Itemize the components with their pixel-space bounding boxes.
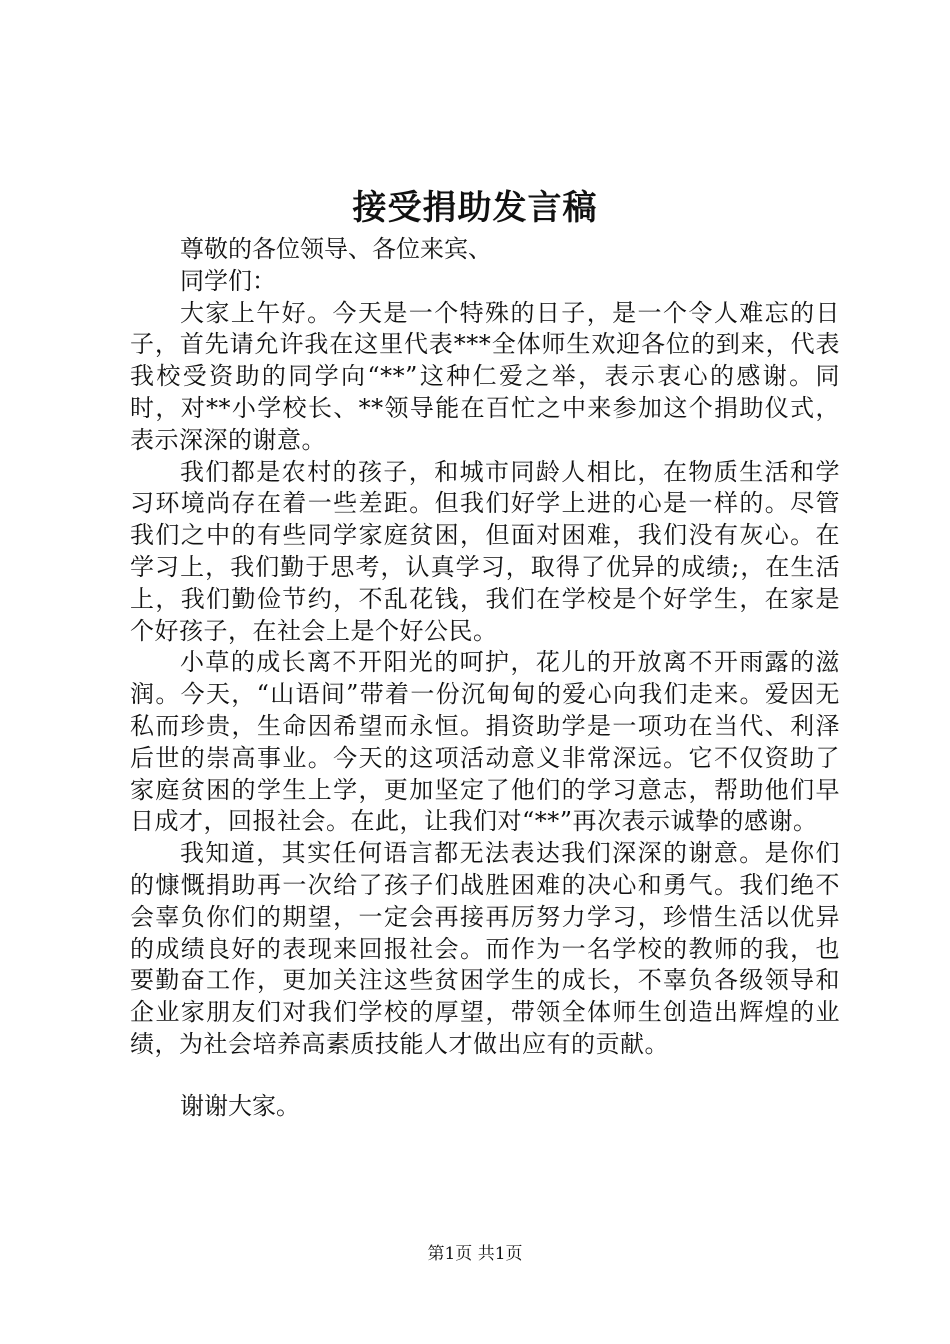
page-footer: 第1页 共1页: [427, 1244, 523, 1264]
paragraph-3: 小草的成长离不开阳光的呵护，花儿的开放离不开雨露的滋润。今天，“山语间”带着一份沉甸甸的爱心向我们走来。爱因无私而珍贵，生命因希望而永恒。捐资助学是一项功在当代、利泽后世的崇高事业。今天的这项活动意义非常深远。它不仅资助了家庭贫困的学生上学，更加坚定了他们的学习意志，帮助他们早日成才，回报社会。在此，让我们对“**”再次表示诚挚的感谢。: [130, 648, 840, 836]
document-title: 接受捐助发言稿: [352, 188, 598, 228]
paragraph-2: 我们都是农村的孩子，和城市同龄人相比，在物质生活和学习环境尚存在着一些差距。但我们好学上进的心是一样的。尽管我们之中的有些同学家庭贫困，但面对困难，我们没有灰心。在学习上，我们勤于思考，认真学习，取得了优异的成绩;，在生活上，我们勤俭节约，不乱花钱，我们在学校是个好学生，在家是个好孩子，在社会上是个好公民。: [130, 457, 840, 645]
salutation-line-2: 同学们：: [180, 266, 276, 295]
paragraph-4: 我知道，其实任何语言都无法表达我们深深的谢意。是你们的慷慨捐助再一次给了孩子们战胜困难的决心和勇气。我们绝不会辜负你们的期望，一定会再接再厉努力学习，珍惜生活以优异的成绩良好的表现来回报社会。而作为一名学校的教师的我，也要勤奋工作，更加关注这些贫困学生的成长，不辜负各级领导和企业家朋友们对我们学校的厚望，带领全体师生创造出辉煌的业绩，为社会培养高素质技能人才做出应有的贡献。: [130, 839, 840, 1058]
paragraph-1: 大家上午好。今天是一个特殊的日子，是一个令人难忘的日子，首先请允许我在这里代表***全体师生欢迎各位的到来，代表我校受资助的同学向“**”这种仁爱之举，表示衷心的感谢。同时，对**小学校长、**领导能在百忙之中来参加这个捐助仪式，表示深深的谢意。: [130, 298, 840, 454]
salutation-line-1: 尊敬的各位领导、各位来宾、: [180, 235, 492, 263]
closing-line: 谢谢大家。: [180, 1092, 300, 1120]
document-body: [130, 234, 840, 1061]
